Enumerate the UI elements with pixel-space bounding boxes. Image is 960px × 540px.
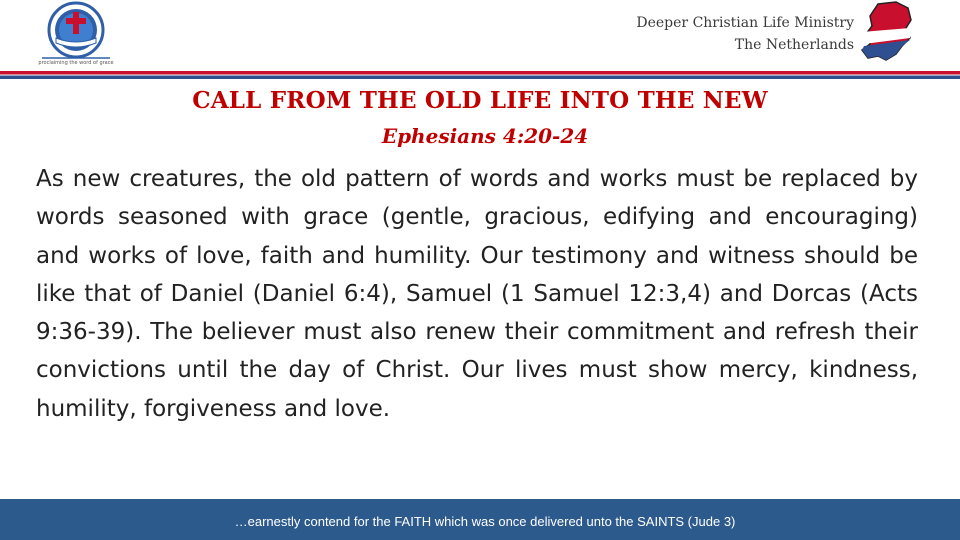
slide-body: As new creatures, the old pattern of words and works must be replaced by words seasoned with grace (gentle, gracious, edifying and encouraging) and works of love, faith and humility. Our testimony and witness should be like that of Daniel (Daniel 6:4), Samuel (1 Samuel 12:3,4) and Dorcas (Acts 9:36-39). The believer must also renew their commitment and refresh their convictions until the day of Christ. Our lives must show mercy, kindness, humility, forgiveness and love.: [36, 166, 918, 422]
organization-name: [636, 12, 854, 56]
dclm-logo: [28, 0, 124, 66]
logo-caption: proclaiming the word of grace: [38, 60, 114, 66]
org-line-2: The Netherlands: [734, 37, 854, 53]
footer-text: …earnestly contend for the FAITH which was once delivered unto the SAINTS (Jude 3): [234, 514, 736, 529]
header-divider: [0, 71, 960, 79]
org-line-1: Deeper Christian Life Ministry: [636, 15, 854, 31]
slide-title: CALL FROM THE OLD LIFE INTO THE NEW: [192, 87, 768, 114]
scripture-reference: Ephesians 4:20-24: [381, 124, 589, 148]
netherlands-map-icon: [856, 0, 916, 66]
